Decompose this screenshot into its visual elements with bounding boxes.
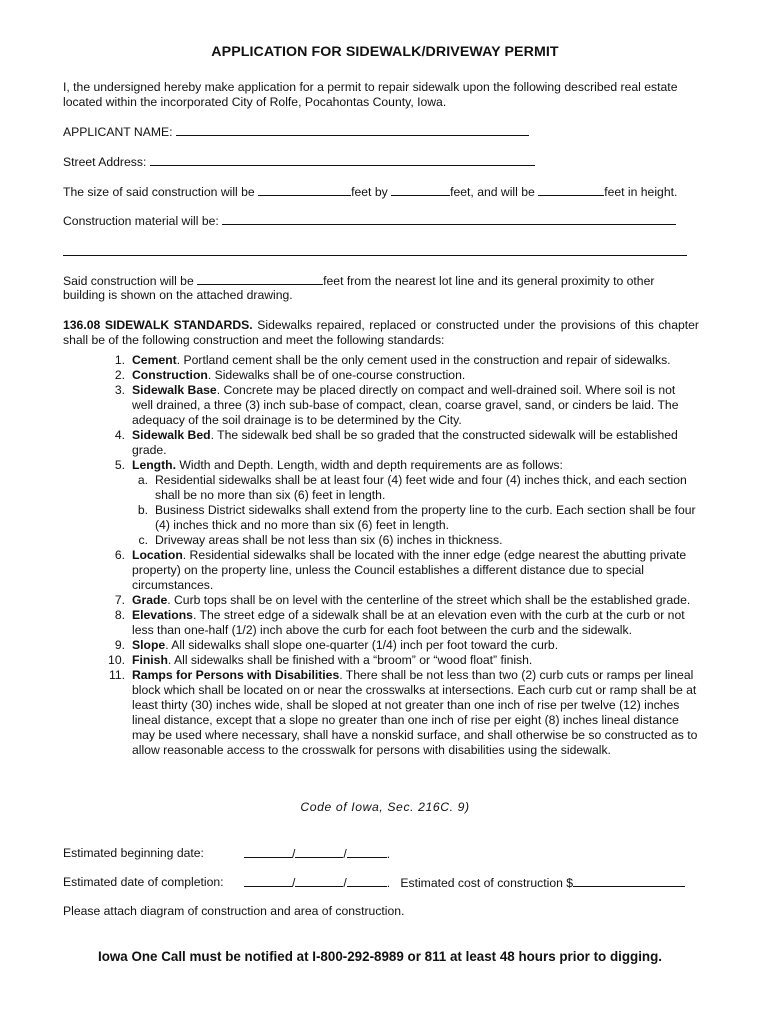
item-number: 8. [114,608,125,622]
construction-material-field-line2[interactable] [63,255,687,256]
list-item [63,608,699,638]
item-term: Location [132,548,183,562]
sub-list-item [132,473,699,503]
list-item [63,383,699,428]
applicant-name-row [63,124,529,140]
list-item [63,353,699,368]
item-text: . Residential sidewalks shall be located with the inner edge (edge nearest the abutting private property) on the property line, unless the Council establishes a different distance due to special circumstances. [132,548,687,592]
street-address-row [63,154,535,170]
construction-material-label: Construction material will be: [63,214,219,228]
sub-item-letter: a. [137,473,148,487]
completion-date-year-field[interactable] [347,875,387,887]
item-text: Width and Depth. Length, width and depth requirements are as follows: [176,458,563,472]
item-term: Cement [132,353,177,367]
list-item [63,668,699,758]
construction-material-row [63,213,676,229]
size-prefix-text: The size of said construction will be [63,185,255,199]
item-term: Finish [132,653,168,667]
item-term: Length. [132,458,177,472]
completion-date-field [244,875,685,891]
form-title: APPLICATION FOR SIDEWALK/DRIVEWAY PERMIT [211,44,559,60]
item-number: 6. [114,548,125,562]
estimated-cost-field[interactable] [573,875,685,887]
completion-date-row [63,875,224,890]
item-number: 1. [114,353,125,367]
date-separator: / [292,876,296,890]
date-period: . [386,847,391,861]
distance-prefix-text: Said construction will be [63,274,194,288]
size-height-text: feet in height. [604,185,678,199]
item-number: 10. [108,653,125,667]
item-number: 2. [114,368,125,382]
street-address-field[interactable] [150,154,535,166]
list-item [63,593,699,608]
item-term: Ramps for Persons with Disabilities [132,668,340,682]
sub-item-text: Business District sidewalks shall extend from the property line to the curb. Each section shall be four (4) inches thick and no more than six (6) feet in length. [155,503,696,532]
applicant-name-field[interactable] [176,124,529,136]
applicant-name-label: APPLICANT NAME: [63,125,173,139]
list-item [63,458,699,548]
standards-paragraph [63,318,699,348]
intro-paragraph: I, the undersigned hereby make application for a permit to repair sidewalk upon the following described real estate located within the incorporated City of Rolfe, Pocahontas County, Iowa. [63,80,678,109]
item-number: 9. [114,638,125,652]
completion-date-day-field[interactable] [295,875,343,887]
list-item [63,653,699,668]
item-text: . Portland cement shall be the only cement used in the construction and repair of sidewalks. [176,353,671,367]
sub-item-letter: b. [137,503,148,517]
size-height-field[interactable] [538,184,604,196]
item-text: . The sidewalk bed shall be so graded that the constructed sidewalk will be established grade. [132,428,678,457]
sub-list-item [132,533,699,548]
estimated-cost-label: Estimated cost of construction $ [400,876,574,890]
item-text: . Sidewalks shall be of one-course construction. [207,368,466,382]
item-text: . All sidewalks shall slope one-quarter (1/4) inch per foot toward the curb. [165,638,559,652]
size-length-field[interactable] [258,184,351,196]
item-term: Slope [132,638,166,652]
item-number: 3. [114,383,125,397]
item-number: 5. [114,458,125,472]
item-term: Sidewalk Base [132,383,217,397]
size-width-field[interactable] [391,184,450,196]
sub-item-text: Driveway areas shall be not less than six (6) inches in thickness. [155,533,503,547]
distance-feet-field[interactable] [197,273,323,285]
beginning-date-label: Estimated beginning date: [63,846,204,860]
construction-material-field[interactable] [222,213,676,225]
distance-suffix-text: feet from the nearest lot line and its general proximity to other [323,274,655,288]
beginning-date-field [244,846,390,862]
distance-line2: building is shown on the attached drawing. [63,288,293,302]
beginning-date-month-field[interactable] [244,846,292,858]
beginning-date-row [63,846,204,861]
beginning-date-day-field[interactable] [295,846,343,858]
item-text: . All sidewalks shall be finished with a “broom” or “wood float” finish. [167,653,533,667]
item-term: Sidewalk Bed [132,428,211,442]
date-period: . [386,876,391,890]
date-separator: / [343,876,347,890]
beginning-date-year-field[interactable] [347,846,387,858]
attach-note: Please attach diagram of construction and area of construction. [63,904,405,918]
list-item [63,368,699,383]
street-address-label: Street Address: [63,155,147,169]
completion-date-month-field[interactable] [244,875,292,887]
list-item [63,638,699,653]
item-number: 4. [114,428,125,442]
item-number: 7. [114,593,125,607]
size-by-text: feet by [351,185,388,199]
distance-row [63,273,654,289]
code-reference: Code of Iowa, Sec. 216C. 9) [300,800,470,814]
sub-list-item [132,503,699,533]
item-term: Elevations [132,608,193,622]
item-text: . Concrete may be placed directly on compact and well-drained soil. Where soil is not well drained, a three (3) inch sub-base of compact, clean, coarse gravel, sand, or cinders be laid. The adequacy of the soil drainage is to be determined by the City. [132,383,679,427]
sub-item-text: Residential sidewalks shall be at least four (4) feet wide and four (4) inches thick, and each section shall be no more than six (6) feet in length. [155,473,687,502]
item-text: . There shall be not less than two (2) curb cuts or ramps per lineal block which shall be located on or near the crosswalks at intersections. Each curb cut or ramp shall be at least thirty (30) inches wide, shall be sloped at not greater than one inch of rise per twelve (12) inches lineal distance, except that a slope no greater than one inch of rise per eight (8) inches lineal distance may be used where necessary, shall have a nonskid surface, and shall otherwise be so constructed as to allow reasonable access to the crosswalk for persons with disabilities using the sidewalk. [132,668,698,757]
sub-item-letter: c. [138,533,148,547]
date-separator: / [343,847,347,861]
item-term: Construction [132,368,208,382]
standards-heading: 136.08 SIDEWALK STANDARDS. [63,318,253,332]
item-term: Grade [132,593,168,607]
item-text: . The street edge of a sidewalk shall be at an elevation even with the curb at the curb or not less than one-half (1/2) inch above the curb for each foot between the curb and the sidewalk. [132,608,685,637]
completion-date-label: Estimated date of completion: [63,875,224,889]
construction-size-row [63,184,677,200]
standards-intro: Sidewalks repaired, replaced or constructed under the provisions of this chapter shall be of the following construction and meet the following standards: [63,318,699,347]
size-will-be-text: feet, and will be [450,185,535,199]
standards-list [63,353,699,758]
item-number: 11. [108,668,125,682]
one-call-notice: Iowa One Call must be notified at I-800-292-8989 or 811 at least 48 hours prior to digging. [97,949,663,964]
item-text: . Curb tops shall be on level with the centerline of the street which shall be the established grade. [167,593,691,607]
date-separator: / [292,847,296,861]
list-item [63,428,699,458]
list-item [63,548,699,593]
